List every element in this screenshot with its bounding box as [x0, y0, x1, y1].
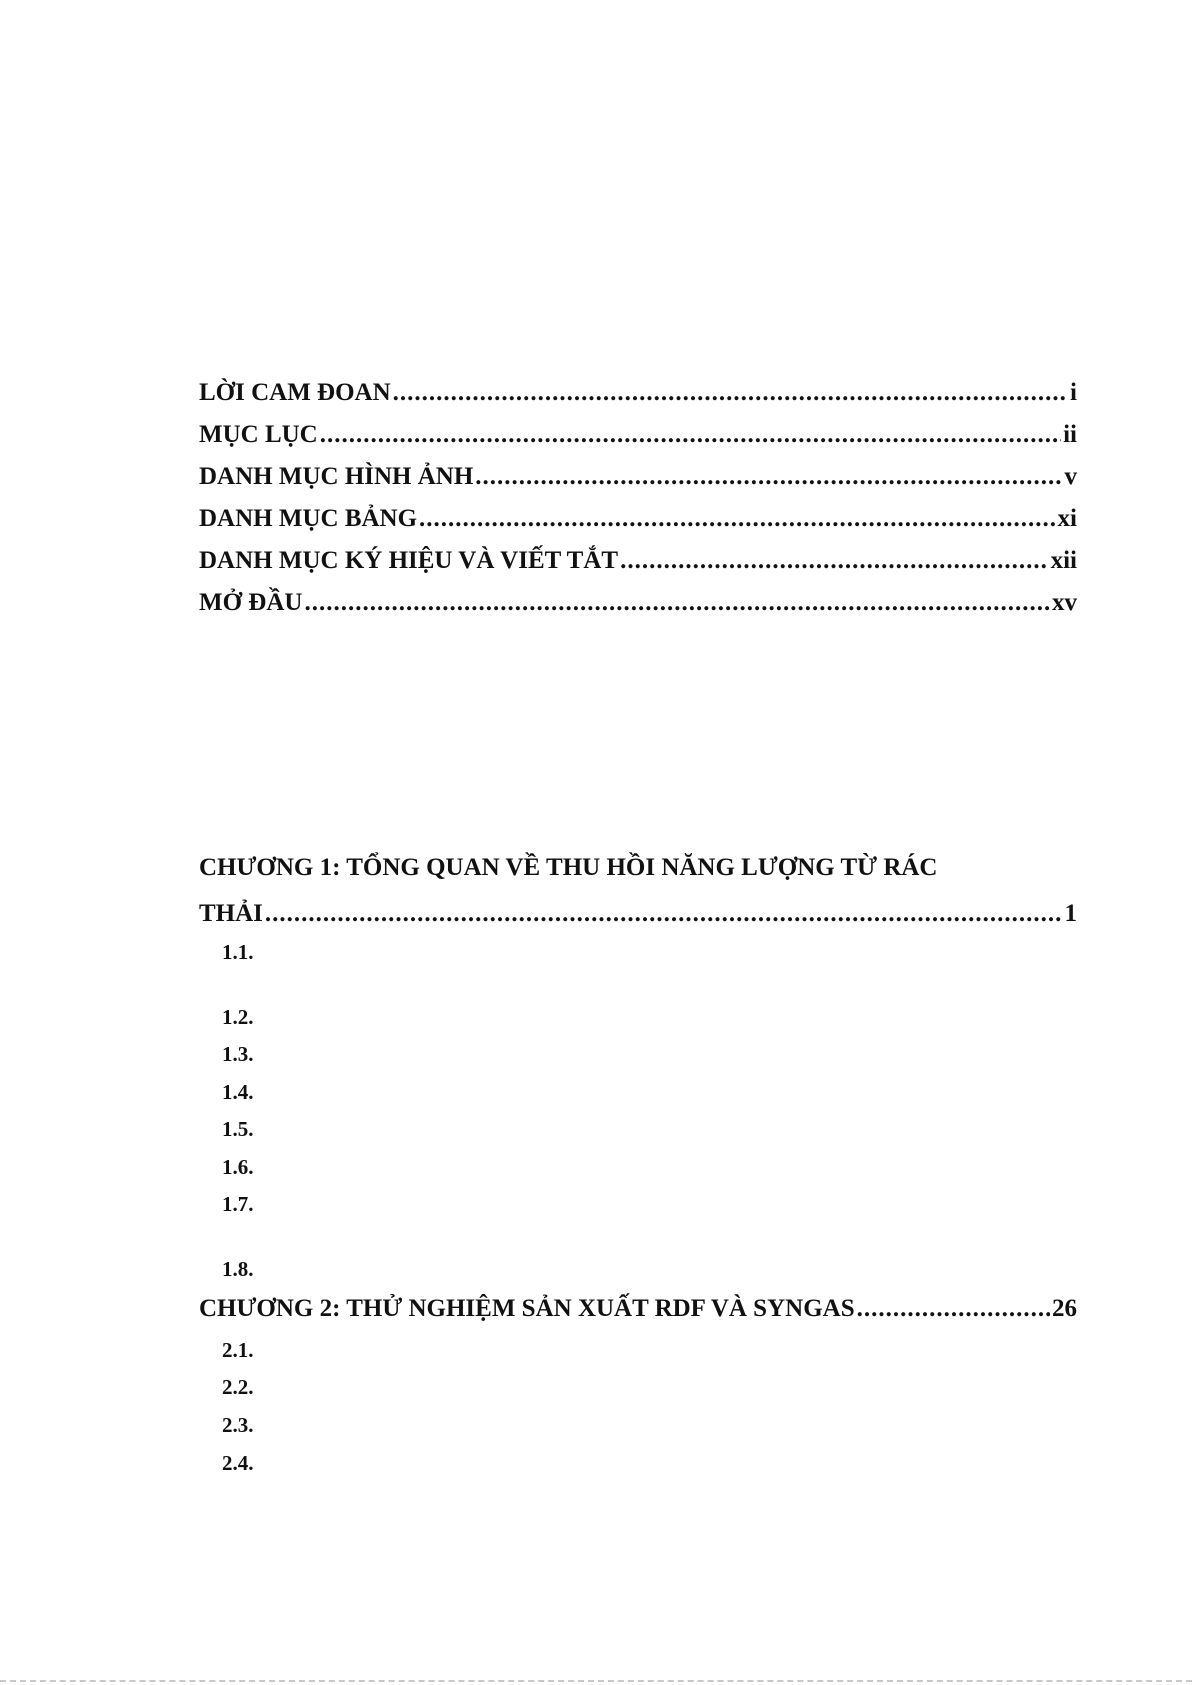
toc-entry-muc-luc[interactable] [199, 419, 1077, 451]
dot-leader [857, 1293, 1050, 1325]
section-number[interactable]: 2.1. [222, 1338, 254, 1362]
toc-entry-page: xi [1057, 505, 1077, 532]
section-number[interactable]: 1.6. [222, 1155, 254, 1179]
dot-leader [393, 377, 1068, 409]
toc-entry-page: i [1070, 379, 1077, 406]
toc-entry-title: THẢI [199, 900, 263, 927]
section-number[interactable]: 1.3. [222, 1042, 254, 1066]
dot-leader [265, 898, 1063, 930]
toc-entry-title: MỤC LỤC [199, 421, 318, 448]
section-number[interactable]: 1.8. [222, 1257, 254, 1281]
page-bottom-edge [0, 1680, 1192, 1682]
section-number[interactable]: 2.4. [222, 1451, 254, 1475]
section-number[interactable]: 1.2. [222, 1005, 254, 1029]
dot-leader [320, 419, 1061, 451]
section-number[interactable]: 1.7. [222, 1192, 254, 1216]
toc-entry-loi-cam-doan[interactable] [199, 377, 1077, 409]
dot-leader [419, 503, 1056, 535]
toc-entry-title: CHƯƠNG 2: THỬ NGHIỆM SẢN XUẤT RDF VÀ SYNGAS [199, 1295, 855, 1322]
toc-entry-mo-dau[interactable] [199, 587, 1077, 619]
toc-entry-title: DANH MỤC HÌNH ẢNH [199, 463, 474, 490]
toc-entry-page: ii [1063, 421, 1077, 448]
section-number[interactable]: 2.3. [222, 1413, 254, 1437]
toc-entry-page: 26 [1052, 1295, 1077, 1322]
toc-entry-page: v [1064, 463, 1077, 490]
dot-leader [620, 545, 1049, 577]
toc-entry-danh-muc-ky-hieu[interactable] [199, 545, 1077, 577]
chapter-1-title-line1[interactable]: CHƯƠNG 1: TỔNG QUAN VỀ THU HỒI NĂNG LƯỢNG TỪ RÁC [199, 854, 938, 881]
toc-entry-page: 1 [1064, 900, 1077, 927]
toc-entry-chapter-1[interactable] [199, 898, 1077, 930]
toc-entry-title: DANH MỤC BẢNG [199, 505, 418, 532]
toc-entry-title: DANH MỤC KÝ HIỆU VÀ VIẾT TẮT [199, 547, 619, 574]
section-number[interactable]: 1.5. [222, 1117, 254, 1141]
toc-entry-page: xv [1052, 589, 1077, 616]
toc-entry-danh-muc-hinh-anh[interactable] [199, 461, 1077, 493]
toc-entry-title: LỜI CAM ĐOAN [199, 379, 391, 406]
toc-entry-chapter-2[interactable] [199, 1293, 1077, 1325]
dot-leader [475, 461, 1062, 493]
toc-entry-danh-muc-bang[interactable] [199, 503, 1077, 535]
toc-entry-title: MỞ ĐẦU [199, 589, 303, 616]
toc-entry-page: xii [1050, 547, 1077, 574]
section-number[interactable]: 1.1. [222, 940, 254, 964]
section-number[interactable]: 1.4. [222, 1080, 254, 1104]
section-number[interactable]: 2.2. [222, 1375, 254, 1399]
dot-leader [304, 587, 1050, 619]
